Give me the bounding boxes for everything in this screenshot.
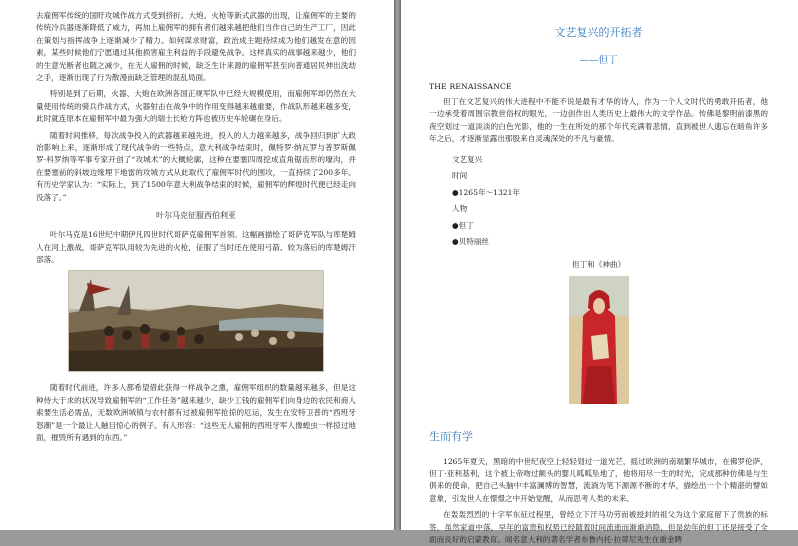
section-label: THE RENAISSANCE <box>429 82 512 91</box>
info-line: ●但丁 <box>452 220 474 230</box>
figure-description: 叶尔马克是16世纪中期伊凡四世时代哥萨克雇佣军首领。这幅画描绘了哥萨克军队与库楚姆人在河上激战，哥萨克军队用较为先进的火枪，征服了当时还在使用弓箭、较为落后的库楚姆汗部落。 <box>36 230 356 264</box>
dante-portrait-image <box>569 276 629 404</box>
body-paragraph-2: 在轰轰烈烈的十字军东征过程里，曾经立下汗马功劳而被授封的祖父为这个家庭留下了贵族的标签，虽然家道中落，早年的富贵和权势已经随着时间流逝而渐渐消隐，但是幼年的但丁还是接受了全面而良好的启蒙教育。闻名意大利的著名学者布鲁内托·拉蒂尼先生在重金聘 <box>429 510 768 545</box>
figure-title: 叶尔马克征服西伯利亚 <box>156 211 236 221</box>
info-line: 文艺复兴 <box>452 154 483 164</box>
chapter-title: 文艺复兴的开拓者 <box>554 26 643 39</box>
paragraph-3: 随着时间推移，每次战争投入的武器越来越先进，投入的人力越来越多，战争回归到扩大政治影响上来，逐渐形成了现代战争的一些特点，意大利战争结束时，佩特罗·纳瓦罗与普罗斯佩罗·科罗纳等军事专家开创了“攻城术”的大概轮廓，这种在要塞四周挖成直角锯齿形的壕沟，并在要塞前的斜坡边缘埋下地雷的攻城方式从此取代了雇佣军时代的围攻，一直持续了200多年。有历史学家认为：“实际上，到了1500年意大利战争结束的时候，雇佣军的辉煌时代便已经走向没落了。” <box>36 130 356 202</box>
chapter-subtitle: ——但丁 <box>579 55 618 66</box>
yermak-painting-image <box>68 270 324 372</box>
portrait-caption: 但丁和《神曲》 <box>571 259 626 269</box>
info-line: ●1265年～1321年 <box>452 187 521 197</box>
info-line: ●贝特丽丝 <box>452 237 490 247</box>
info-line: 人物 <box>452 204 468 214</box>
closing-paragraph: 随着时代前进，许多人都希望借此获得一样战争之熏，雇佣军组织的数量越来越多，但是这种侍大于求的状况导致雇佣军的“工作任务”越来越少，缺少工钱的雇佣军们向身边的农民和商人索要生活必需品，无数欧洲城镇与农村都有过被雇佣军抢掠的厄运，发生在安特卫普的“西班牙怒潮”是一个最让人触目惊心的例子。有人形容：“这些无人雇佣的西班牙军人像蝗虫一样掠过地面，摧毁所有遇到的东西。” <box>36 383 356 442</box>
page-gutter <box>394 0 401 530</box>
left-page <box>0 0 394 530</box>
info-list <box>429 152 768 251</box>
right-page <box>401 0 798 545</box>
info-line: 时间 <box>452 171 468 181</box>
section-heading: 生而有学 <box>429 429 473 443</box>
paragraph-1: 去雇佣军传统的国盱攻城作战方式受到挤折。大炮、火枪等新式武器的出现，让雇佣军的主要的传统冷兵器逐渐降低了威力，再加上雇佣军的拥有者们越来越把他们当作自己的生产工厂，因此在策划与指挥战争上逐渐减少了精力。如何谋求财富，政治成主题持续成为他们越发在意的因素，某些时候他们宁愿通过其他损害雇主利益的手段避免战争。这样真实的战事越来越少，他们的生意光断者也随之减少，在无人雇佣的时候，缺乏生计来源的雇佣军甚至向普通居民伸出洗劫之手，逐渐出现了行为散漫而缺乏管理的混乱局面。 <box>36 11 356 83</box>
paragraph-2: 特别是到了后期，火器、大炮在欧洲各国正规军队中已经大规模使用，而雇佣军却仍然在大量使用传统的骑兵作战方式，火器射击在战争中的作用变得越来越重要，作战队形越来越多变，此时就连原本在雇佣军中最为强大的瑞士长枪方阵也被历史车轮碾在身后。 <box>36 89 356 124</box>
intro-paragraph: 但丁在文艺复兴的伟大进程中不能不说是最有才华的诗人，作为一个人文时代的勇敢开拓者，他一边承受着周围宗教世俗权的眼光，一边创作出人类历史上最伟大的文学作品。传佛是黎明前漆黑的夜空划过一道淡淡的白色光影，他的一生在所处的那个年代充满着悲情，直到被世人遗忘在暗角许多年之后，才逐渐显露出那股来自灵魂深处的不凡与豪情。 <box>429 97 768 144</box>
body-paragraph-1: 1265年夏天，黑暗的中世纪夜空上轻轻划过一道光芒，摇过欧洲的南端繁华城市，在佛罗伦萨，但丁·亚利基利，这个被上帝吻过额头的婴儿呱呱坠地了，他将用尽一生的时光，完成那种仿佛是与生俱来的使命，把自己头脑中丰富澜博的智慧，流淌为笔下源源不断的才华，描绘出一个个精湛的譬如意象，引发世人在憬憬之中开始觉醒，从而思考人类的未来。 <box>429 456 768 503</box>
